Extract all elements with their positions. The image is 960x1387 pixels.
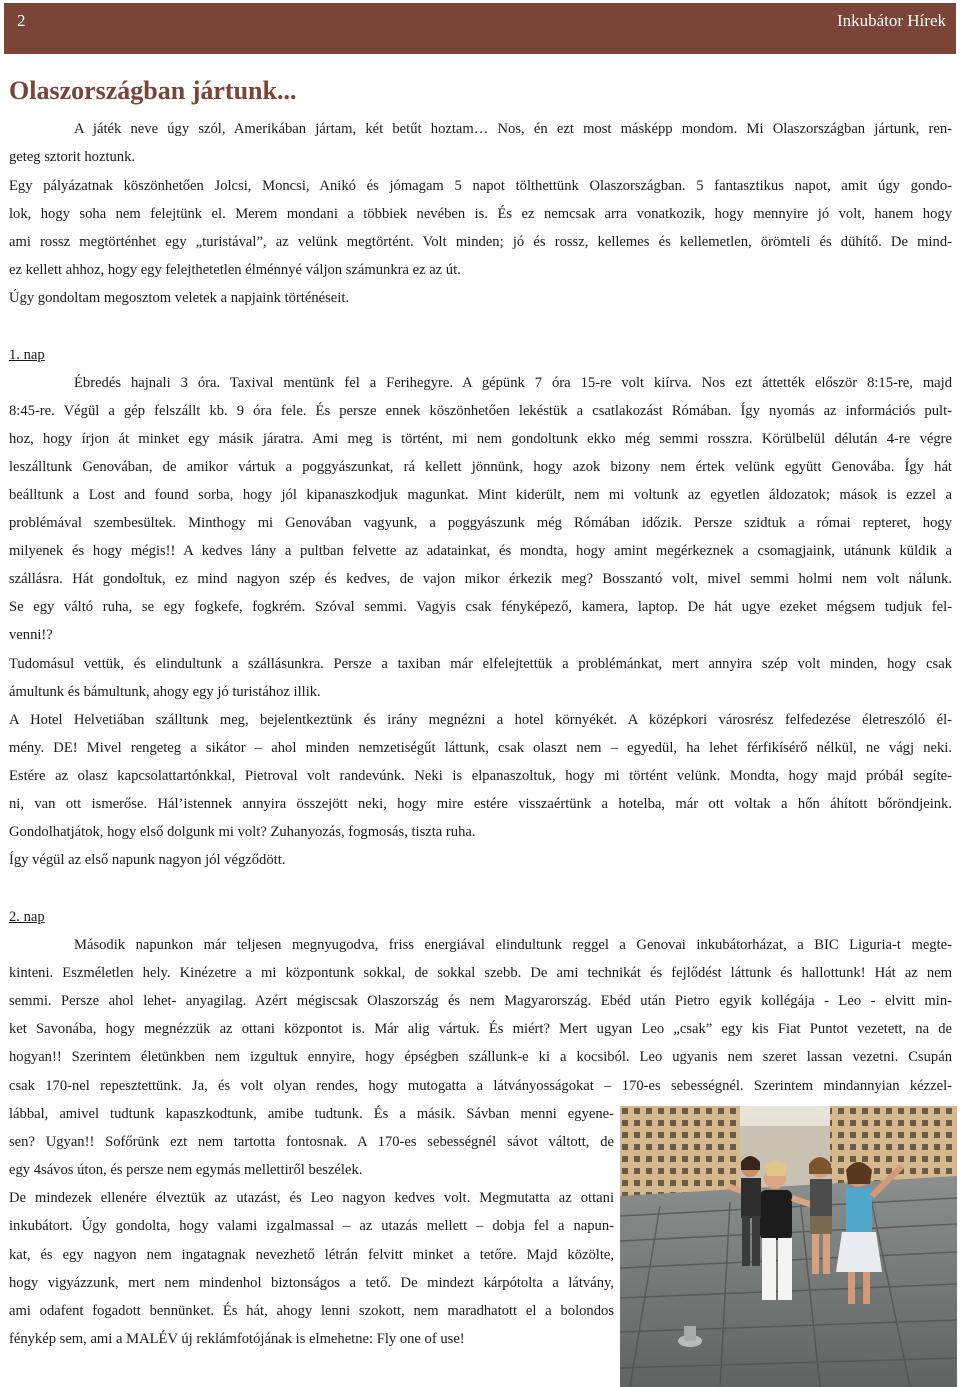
paragraph-line: mény. DE! Mivel rengeteg a sikátor – ahol minden nemzetiségűt láttunk, csak olaszt nem – egyedül, ha lehet férfikísérő nélkül, ne vágj neki. (9, 740, 952, 756)
day-heading: 1. nap (9, 347, 45, 363)
paragraph-line: De mindezek ellenére élveztük az utazást, és Leo nagyon kedves volt. Megmutatta az ottani (9, 1190, 614, 1206)
paragraph-line: hoz, hogy írjon át minket egy másik járatra. Ami meg is történt, mi nem gondoltunk ekko még semmi rosszra. Körülbelül délután 4-re végre (9, 431, 952, 447)
page-number: 2 (17, 11, 26, 30)
paragraph-line: geteg sztorit hoztunk. (9, 149, 136, 165)
paragraph-line: leszálltunk Genovában, de amikor vártuk a poggyászunkat, rá kellett jönnünk, hogy azok bizony nem értek velünk együtt Genovába. Így hát (9, 459, 952, 475)
paragraph-line: Gondolhatjátok, hogy első dolgunk mi volt? Zuhanyozás, fogmosás, tiszta ruha. (9, 824, 476, 840)
paragraph-line: milyenek és hogy mégis!! A kedves lány a pultban felvette az adatainkat, és mondta, hogy amint megérkeznek a csomagjaink, utánunk küldik a (9, 543, 952, 559)
paragraph-line: Egy pályázatnak köszönhetően Jolcsi, Moncsi, Anikó és jómagam 5 napot tölthettünk Olaszországban. 5 fantasztikus napot, amit úgy gondo- (9, 178, 952, 194)
paragraph-line: ámultunk és bámultunk, ahogy egy jó turistához illik. (9, 684, 321, 700)
paragraph-line: hogyan!! Szerintem életünkben nem izgultuk ennyire, hogy épségben szállunk-e ki a kocsiból. Leo ugyanis nem szeret lassan vezetni. Csupán (9, 1049, 952, 1065)
paragraph-line: semmi. Persze ahol lehet- anyagilag. Azért mégiscsak Olaszország és nem Magyarország. Ebéd után Pietro egyik kollégája - Leo - elvitt min- (9, 993, 952, 1009)
paragraph-line: kinteni. Eszméletlen hely. Kinézetre a mi központunk sokkal, de sokkal szebb. De ami technikát és fejlődést láttunk és hallottunk! Hát az nem (9, 965, 952, 981)
paragraph-line: Tudomásul vettük, és elindultunk a szállásunkra. Persze a taxiban már elfelejtettük a problémánkat, mert annyira szép volt minden, hogy csak (9, 656, 952, 672)
paragraph-line: beálltunk a Lost and found sorba, hogy jól kipanaszkodjuk magunkat. Mint kiderült, nem mi voltunk az egyetlen áldozatok; mások is ezzel a (9, 487, 952, 503)
paragraph-line: Második napunkon már teljesen megnyugodva, friss energiával elindultunk reggel a Genovai inkubátorházat, a BIC Liguria-t megte- (74, 937, 952, 953)
paragraph-line: fénykép sem, ami a MALÉV új reklámfotójának is elmehetne: Fly one of use! (9, 1331, 465, 1347)
paragraph-line: hogy vigyázzunk, mert nem mindenhol biztonságos a tető. De mindezt kárpótolta a látvány, (9, 1275, 614, 1291)
publication-name: Inkubátor Hírek (836, 11, 946, 30)
paragraph-line: sen? Ugyan!! Sofőrünk ezt nem tartotta fontosnak. A 170-es sebességnél sávot váltott, de (9, 1134, 614, 1150)
paragraph-line: Estére az olasz kapcsolattartónkkal, Pietroval volt randevúnk. Neki is elpanaszoltuk, hogy mi történt velünk. Mondta, hogy majd próbál segíte- (9, 768, 952, 784)
paragraph-line: inkubátort. Úgy gondolta, hogy valami izgalmassal – az utazás mellett – dobja fel a napun- (9, 1218, 614, 1234)
paragraph-line: A Hotel Helvetiában szálltunk meg, bejelentkeztünk és irány megnézni a hotel környékét. A középkori városrész felfedezése életreszóló él- (9, 712, 952, 728)
paragraph-line: kat, és egy nagyon nem ingatagnak nevezhető létrán felvitt minket a tetőre. Majd közölte, (9, 1247, 614, 1263)
page-header (4, 3, 956, 54)
paragraph-line: ni, van ott ismerőse. Hál’istennek annyira összejött neki, hogy mire estére visszaértünk a hotelba, már ott voltak a hőn áhított bőröndjeink. (9, 796, 952, 812)
paragraph-line: ami rossz megtörténhet egy „turistával”, az velünk megtörtént. Volt minden; jó és rossz, kellemes és kellemetlen, örömteli és dühítő. De mind- (9, 234, 952, 250)
paragraph-line: csak 170-nel repesztettünk. Ja, és volt olyan rendes, hogy mutogatta a látványosságokat – 170-es sebességnél. Szerintem mindannyian kézzel- (9, 1078, 952, 1094)
paragraph-line: A játék neve úgy szól, Amerikában jártam, két betűt hoztam… Nos, én ezt most másképp mondom. Mi Olaszországban jártunk, ren- (74, 121, 952, 137)
paragraph-line: ket Savonába, hogy megnézzük az ottani központot is. Már alig vártuk. És miért? Mert ugyan Leo „csak” egy kis Fiat Puntot vezetett, na de (9, 1021, 952, 1037)
paragraph-line: 8:45-re. Végül a gép felszállt kb. 9 óra fele. És persze ennek köszönhetően lekéstük a csatlakozást Rómában. Így nyomás az információs pult- (9, 403, 952, 419)
day-heading: 2. nap (9, 909, 45, 925)
paragraph-line: Ébredés hajnali 3 óra. Taxival mentünk fel a Ferihegyre. A gépünk 7 óra 15-re volt kiírva. Nos ezt áttették először 8:15-re, majd (74, 375, 952, 391)
article-title: Olaszországban jártunk... (9, 76, 297, 105)
paragraph-line: Így végül az első napunk nagyon jól végződött. (9, 852, 286, 868)
rooftop-photo (620, 1106, 957, 1387)
paragraph-line: szállásra. Hát gondoltuk, ez mind nagyon szép és kedves, de vajon mikor érkezik meg? Bosszantó volt, mivel semmi holmi nem volt nálunk. (9, 571, 952, 587)
paragraph-line: Se egy váltó ruha, se egy fogkefe, fogkrém. Szóval semmi. Vagyis csak fényképező, kamera, laptop. De hát ugye ezeket mégsem tudjuk fel- (9, 599, 952, 615)
paragraph-line: venni!? (9, 627, 53, 643)
paragraph-line: problémával szembesültek. Minthogy mi Genovában vagyunk, a poggyászunk még Rómában időzik. Persze szidtuk a római repteret, hogy (9, 515, 952, 531)
paragraph-line: egy 4sávos úton, és persze nem egymás mellettiről beszélek. (9, 1162, 363, 1178)
paragraph-line: ami odafent fogadott bennünket. És hát, ahogy lenni szokott, nem maradhatott el a bolondos (9, 1303, 614, 1319)
paragraph-line: ez kellett ahhoz, hogy egy felejthetetlen élménnyé váljon számunkra ez az út. (9, 262, 461, 278)
paragraph-line: lábbal, amivel tudtunk kapaszkodtunk, amibe tudtunk. És a másik. Sávban menni egyene- (9, 1106, 614, 1122)
paragraph-line: lok, hogy soha nem felejtünk el. Merem mondani a többiek nevében is. És ez nemcsak arra vonatkozik, hogy mennyire jó volt, hanem hogy (9, 206, 952, 222)
paragraph-line: Úgy gondoltam megosztom veletek a napjaink történéseit. (9, 290, 350, 306)
